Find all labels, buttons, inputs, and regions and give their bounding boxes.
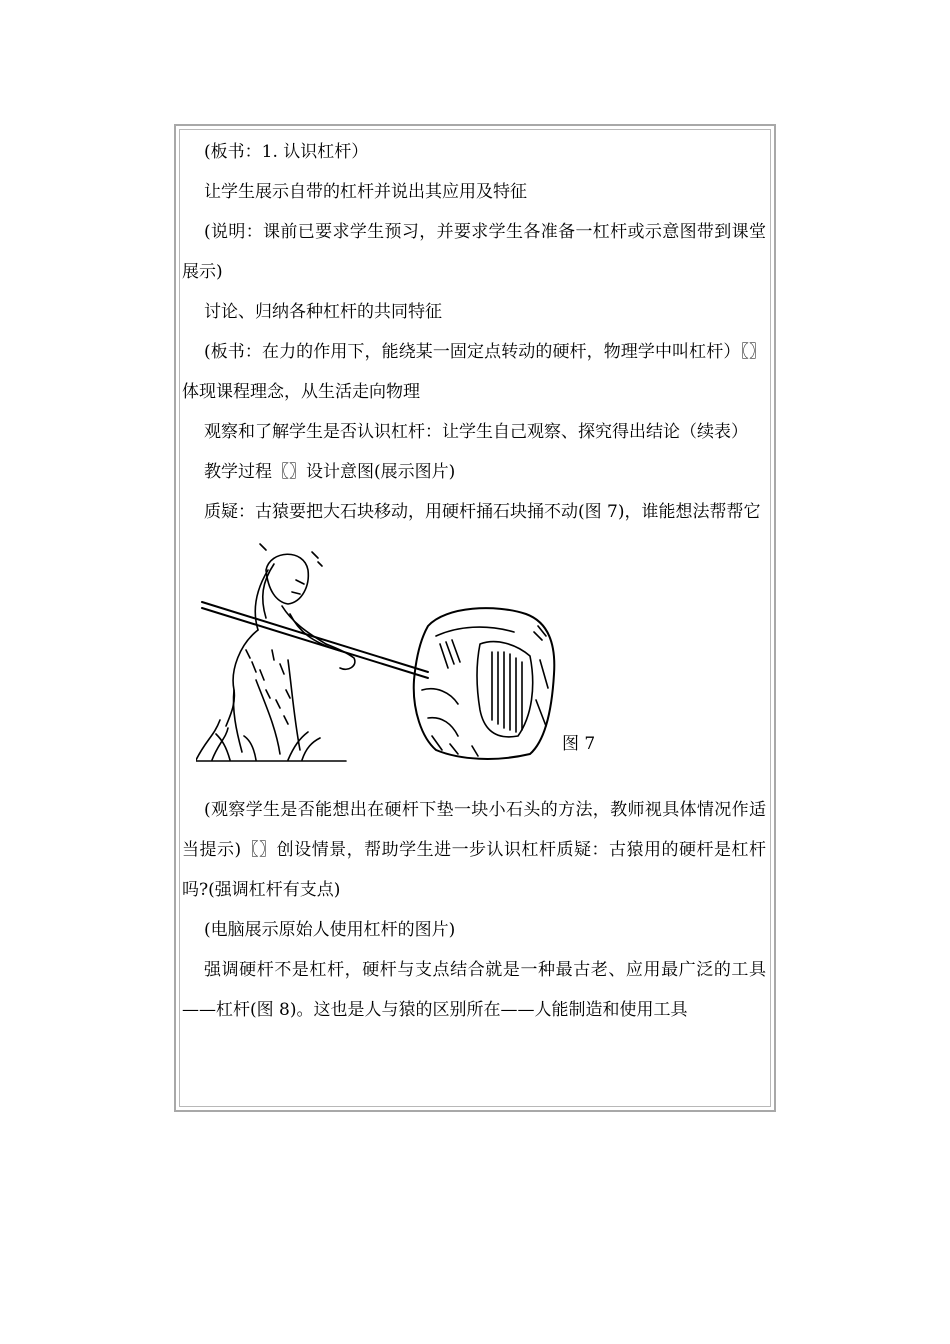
figure-7 [182,540,766,762]
section-header-text: 教学过程〖〗设计意图(展示图片) [204,462,456,482]
computer-display-note: (电脑展示原始人使用杠杆的图片) [204,920,456,940]
emphasis-text: 强调硬杆不是杠杆，硬杆与支点结合就是一种最古老、应用最广泛的工具——杠杆(图 8)。这也是人与猿的区别所在——人能制造和使用工具 [182,960,766,1020]
table-cell-frame [174,124,776,1112]
board-note-definition: (板书：在力的作用下，能绕某一固定点转动的硬杆，物理学中叫杠杆）〖〗体现课程理念，从生活走向物理 [182,342,766,402]
discussion-text: 讨论、归纳各种杠杆的共同特征 [204,302,442,322]
cell-content [182,132,766,1030]
question-text: 质疑：古猿要把大石块移动，用硬杆捅石块捅不动(图 7)，谁能想法帮帮它 [204,502,761,522]
activity-show-levers: 让学生展示自带的杠杆并说出其应用及特征 [204,182,527,202]
observation-hint: (观察学生是否能想出在硬杆下垫一块小石头的方法，教师视具体情况作适当提示)〖〗创设情景，帮助学生进一步认识杠杆质疑：古猿用的硬杆是杠杆吗?(强调杠杆有支点) [182,800,766,900]
observation-text: 观察和了解学生是否认识杠杆：让学生自己观察、探究得出结论（续表） [204,422,748,442]
board-note-1: (板书：1. 认识杠杆） [204,142,369,162]
ape-pushing-rock-illustration [196,540,576,762]
explanation-note: (说明：课前已要求学生预习，并要求学生各准备一杠杆或示意图带到课堂展示) [182,222,766,282]
figure-caption: 图 7 [562,734,596,754]
